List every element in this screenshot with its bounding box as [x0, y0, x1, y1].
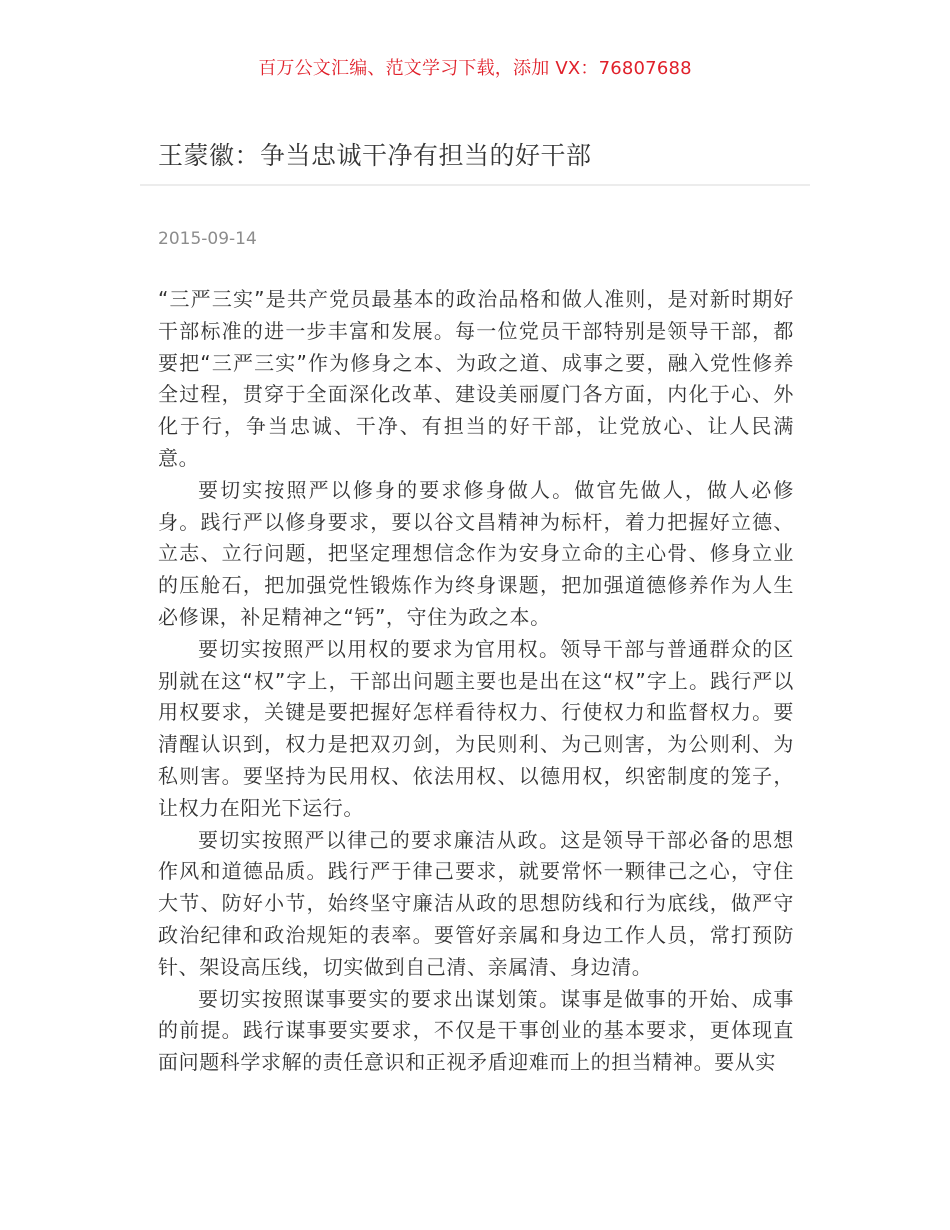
paragraph-planning: 要切实按照谋事要实的要求出谋划策。谋事是做事的开始、成事的前提。践行谋事要实要求，不仅是干事创业的基本要求，更体现直面问题科学求解的责任意识和正视矛盾迎难而上的担当精神。要从实: [158, 986, 794, 1075]
paragraph-self-discipline: 要切实按照严以律己的要求廉洁从政。这是领导干部必备的思想作风和道德品质。践行严于律己要求，就要常怀一颗律己之心，守住大节、防好小节，始终坚守廉洁从政的思想防线和行为底线，做严守政治纪律和政治规矩的表率。要管好亲属和身边工作人员，常打预防针、架设高压线，切实做到自己清、亲属清、身边清。: [158, 827, 794, 979]
paragraph-intro: “三严三实”是共产党员最基本的政治品格和做人准则，是对新时期好干部标准的进一步丰富和发展。每一位党员干部特别是领导干部，都要把“三严三实”作为修身之本、为政之道、成事之要，融入党性修养全过程，贯穿于全面深化改革、建设美丽厦门各方面，内化于心、外化于行，争当忠诚、干净、有担当的好干部，让党放心、让人民满意。: [158, 287, 794, 470]
paragraph-use-of-power: 要切实按照严以用权的要求为官用权。领导干部与普通群众的区别就在这“权”字上，干部出问题主要也是出在这“权”字上。践行严以用权要求，关键是要把握好怎样看待权力、行使权力和监督权力。要清醒认识到，权力是把双刃剑，为民则利、为己则害，为公则利、为私则害。要坚持为民用权、依法用权、以德用权，织密制度的笼子，让权力在阳光下运行。: [158, 636, 794, 820]
article-body: [158, 284, 794, 1079]
download-banner: 百万公文汇编、范文学习下载，添加 VX：76807688: [258, 58, 692, 79]
title-divider: [140, 184, 810, 186]
publish-date: 2015-09-14: [158, 229, 257, 249]
article-title: 王蒙徽：争当忠诚干净有担当的好干部: [158, 141, 592, 170]
paragraph-self-cultivation: 要切实按照严以修身的要求修身做人。做官先做人，做人必修身。践行严以修身要求，要以谷文昌精神为标杆，着力把握好立德、立志、立行问题，把坚定理想信念作为安身立命的主心骨、修身立业的压舱石，把加强党性锻炼作为终身课题，把加强道德修养作为人生必修课，补足精神之“钙”，守住为政之本。: [158, 477, 794, 629]
